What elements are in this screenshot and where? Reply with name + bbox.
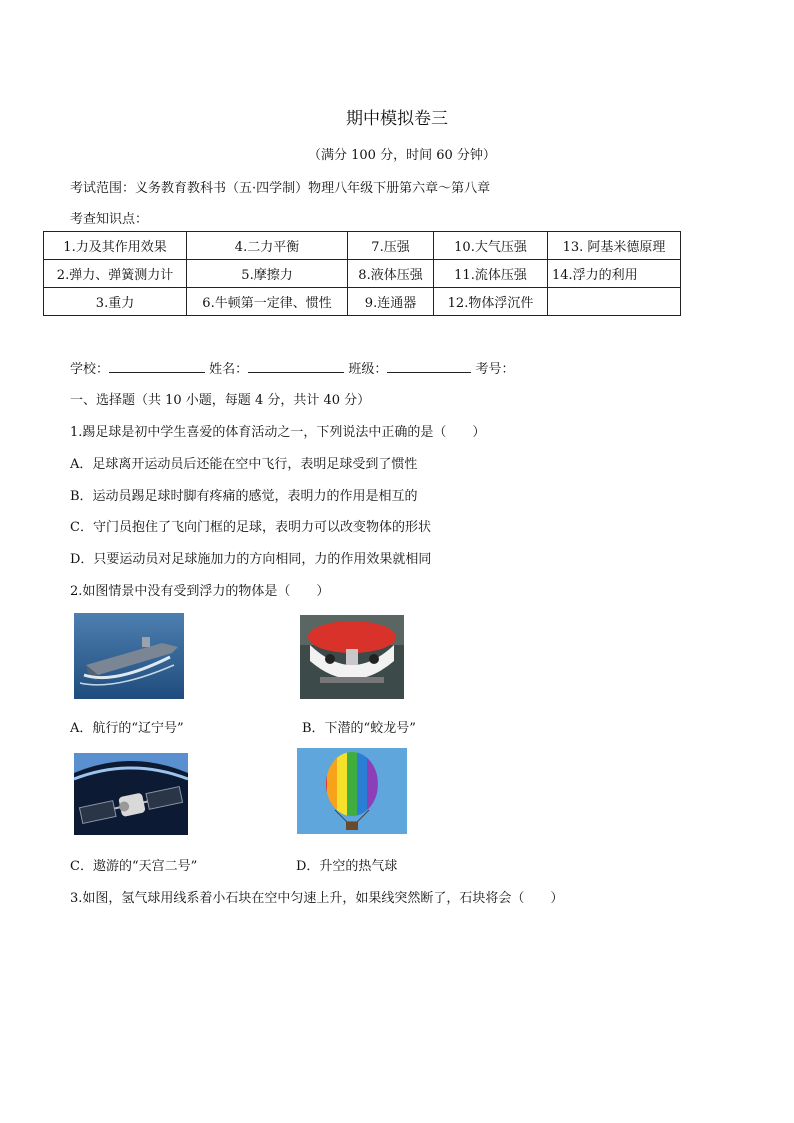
school-label: 学校： <box>70 362 110 377</box>
table-cell: 13. 阿基米德原理 <box>548 232 681 260</box>
table-cell: 4.二力平衡 <box>187 232 348 260</box>
question-1-option-d: D．只要运动员对足球施加力的方向相同，力的作用效果就相同 <box>70 552 432 567</box>
page-title: 期中模拟卷三 <box>346 109 448 129</box>
table-row <box>44 260 681 288</box>
question-1-stem: 1.踢足球是初中学生喜爱的体育活动之一，下列说法中正确的是（ ） <box>70 425 486 440</box>
table-cell: 1.力及其作用效果 <box>44 232 187 260</box>
question-1-option-c: C．守门员抱住了飞向门框的足球，表明力可以改变物体的形状 <box>70 520 431 535</box>
school-blank[interactable] <box>109 358 205 373</box>
name-blank[interactable] <box>248 358 344 373</box>
class-label: 班级： <box>348 362 388 377</box>
table-cell: 9.连通器 <box>348 288 434 316</box>
exam-subtitle: （满分 100 分，时间 60 分钟） <box>308 148 496 163</box>
question-3-stem: 3.如图，氢气球用线系着小石块在空中匀速上升，如果线突然断了，石块将会（ ） <box>70 891 564 906</box>
student-info-line <box>70 358 514 377</box>
table-cell: 2.弹力、弹簧测力计 <box>44 260 187 288</box>
table-cell: 12.物体浮沉件 <box>434 288 548 316</box>
table-cell: 7.压强 <box>348 232 434 260</box>
question-1-option-a: A．足球离开运动员后还能在空中飞行，表明足球受到了惯性 <box>70 457 418 472</box>
knowledge-label: 考查知识点： <box>70 212 149 227</box>
table-row <box>44 288 681 316</box>
table-cell <box>548 288 681 316</box>
question-2-option-c: C．遨游的“天宫二号” <box>70 859 198 874</box>
table-cell: 3.重力 <box>44 288 187 316</box>
class-blank[interactable] <box>387 358 471 373</box>
exam-scope: 考试范围：义务教育教科书（五·四学制）物理八年级下册第六章～第八章 <box>70 181 491 196</box>
table-cell: 11.流体压强 <box>434 260 548 288</box>
hot-air-balloon-image <box>297 748 407 834</box>
submersible-image <box>300 615 404 699</box>
section-heading: 一、选择题（共 10 小题，每题 4 分，共计 40 分） <box>70 393 371 408</box>
name-label: 姓名： <box>209 362 249 377</box>
knowledge-points-table <box>43 231 681 316</box>
question-2-option-d: D．升空的热气球 <box>296 859 398 874</box>
table-cell: 5.摩擦力 <box>187 260 348 288</box>
question-1-option-b: B．运动员踢足球时脚有疼痛的感觉，表明力的作用是相互的 <box>70 489 418 504</box>
table-cell: 10.大气压强 <box>434 232 548 260</box>
question-2-option-b: B．下潜的“蛟龙号” <box>302 721 416 736</box>
table-row <box>44 232 681 260</box>
space-station-image <box>74 753 188 835</box>
table-cell: 6.牛顿第一定律、惯性 <box>187 288 348 316</box>
table-cell: 8.液体压强 <box>348 260 434 288</box>
aircraft-carrier-image <box>74 613 184 699</box>
question-2-stem: 2.如图情景中没有受到浮力的物体是（ ） <box>70 584 330 599</box>
number-label: 考号： <box>475 362 515 377</box>
table-cell: 14.浮力的利用 <box>548 260 681 288</box>
question-2-option-a: A．航行的“辽宁号” <box>70 721 184 736</box>
